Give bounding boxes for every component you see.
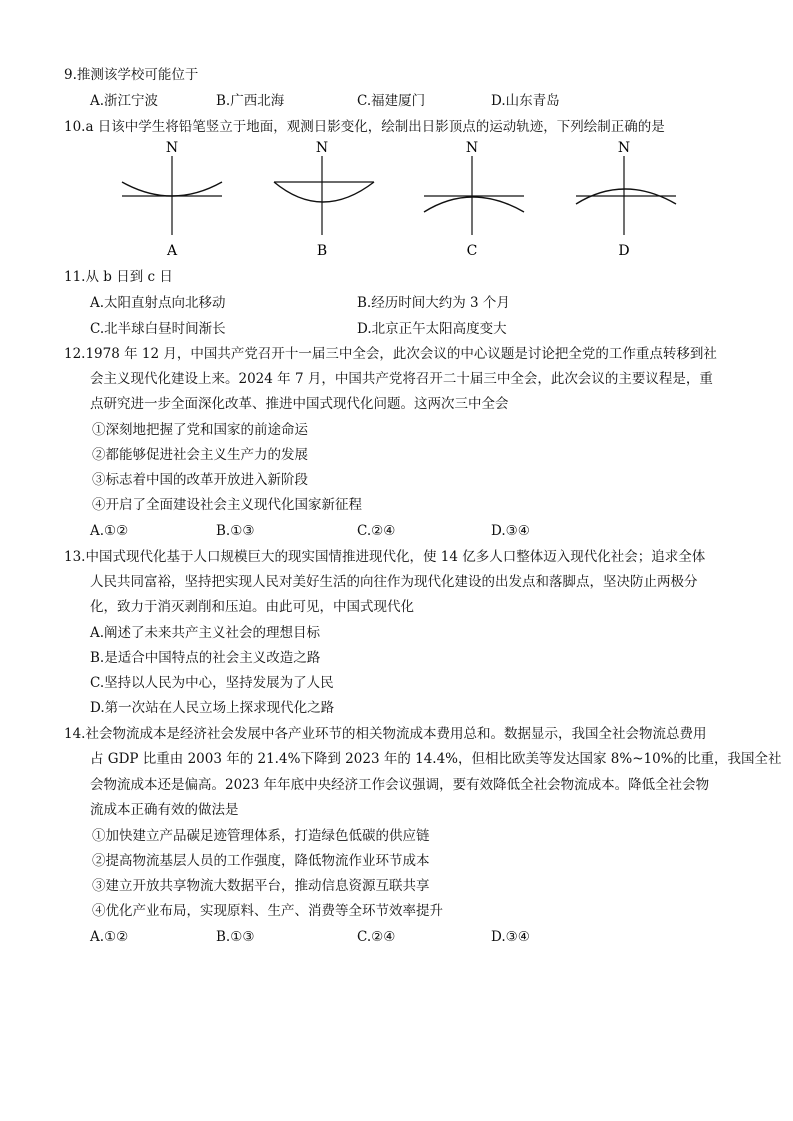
q13-stem-line-1: 13.中国式现代化基于人口规模巨大的现实国情推进现代化，使 14 亿多人口整体迈入现代化社会；追求全体 <box>64 549 706 565</box>
q12-option-a[interactable]: A.①② <box>90 523 129 539</box>
diagram-d-label: D <box>618 243 630 259</box>
q13-stem-line-2: 人民共同富裕，坚持把实现人民对美好生活的向往作为现代化建设的出发点和落脚点，坚决防止两极分 <box>90 574 698 590</box>
q14-item-4: ④优化产业布局，实现原料、生产、消费等全环节效率提升 <box>92 903 443 919</box>
q13-option-b[interactable]: B.是适合中国特点的社会主义改造之路 <box>90 650 321 666</box>
q10-stem: 10.a 日该中学生将铅笔竖立于地面，观测日影变化，绘制出日影顶点的运动轨迹，下列绘制正确的是 <box>64 119 665 135</box>
diagram-d-north: N <box>617 140 631 156</box>
q11-option-d[interactable]: D.北京正午太阳高度变大 <box>357 321 507 337</box>
q12-stem-line-2: 会主义现代化建设上来。2024 年 7 月，中国共产党将召开二十届三中全会，此次会议的主要议程是，重 <box>90 371 713 387</box>
q13-option-d[interactable]: D.第一次站在人民立场上探求现代化之路 <box>90 700 335 716</box>
diagram-b-north: N <box>315 140 329 156</box>
q14-item-3: ③建立开放共享物流大数据平台，推动信息资源互联共享 <box>92 878 430 894</box>
diagram-b[interactable] <box>270 138 380 264</box>
diagram-c-trajectory <box>424 197 524 212</box>
q14-stem-line-2: 占 GDP 比重由 2003 年的 21.4%下降到 2023 年的 14.4%，但相比欧美等发达国家 8%~10%的比重，我国全社 <box>90 751 782 767</box>
q9-option-b[interactable]: B.广西北海 <box>216 93 285 109</box>
q12-item-3: ③标志着中国的改革开放进入新阶段 <box>92 472 308 488</box>
q14-option-d[interactable]: D.③④ <box>491 929 530 945</box>
q14-stem-line-4: 流成本正确有效的做法是 <box>90 802 239 818</box>
diagram-c[interactable] <box>420 138 530 264</box>
q11-option-c[interactable]: C.北半球白昼时间渐长 <box>90 321 226 337</box>
q14-option-b[interactable]: B.①③ <box>216 929 255 945</box>
q12-item-2: ②都能够促进社会主义生产力的发展 <box>92 447 308 463</box>
q14-stem-line-1: 14.社会物流成本是经济社会发展中各产业环节的相关物流成本费用总和。数据显示，我国全社会物流总费用 <box>64 726 707 742</box>
q12-stem-line-3: 点研究进一步全面深化改革、推进中国式现代化问题。这两次三中全会 <box>90 396 509 412</box>
q14-option-c[interactable]: C.②④ <box>357 929 396 945</box>
q14-item-1: ①加快建立产品碳足迹管理体系，打造绿色低碳的供应链 <box>92 828 430 844</box>
diagram-d[interactable] <box>572 138 682 264</box>
diagram-c-north: N <box>465 140 479 156</box>
q13-stem-line-3: 化，致力于消灭剥削和压迫。由此可见，中国式现代化 <box>90 599 414 615</box>
diagram-a[interactable] <box>118 138 228 264</box>
diagram-a-north: N <box>165 140 179 156</box>
q12-option-d[interactable]: D.③④ <box>491 523 530 539</box>
diagram-a-label: A <box>166 243 178 259</box>
q13-option-c[interactable]: C.坚持以人民为中心，坚持发展为了人民 <box>90 675 334 691</box>
q9-option-c[interactable]: C.福建厦门 <box>357 93 426 109</box>
q14-stem-line-3: 会物流成本还是偏高。2023 年年底中央经济工作会议强调，要有效降低全社会物流成本。降低全社会物 <box>90 777 710 793</box>
diagram-b-trajectory <box>274 182 374 202</box>
q12-item-4: ④开启了全面建设社会主义现代化国家新征程 <box>92 497 362 513</box>
q11-option-b[interactable]: B.经历时间大约为 3 个月 <box>357 295 510 311</box>
q9-option-d[interactable]: D.山东青岛 <box>491 93 560 109</box>
q11-option-a[interactable]: A.太阳直射点向北移动 <box>90 295 226 311</box>
q13-option-a[interactable]: A.阐述了未来共产主义社会的理想目标 <box>90 625 321 641</box>
q11-stem: 11.从 b 日到 c 日 <box>64 269 173 285</box>
q12-option-c[interactable]: C.②④ <box>357 523 396 539</box>
q12-option-b[interactable]: B.①③ <box>216 523 255 539</box>
diagram-b-label: B <box>316 243 328 259</box>
q14-option-a[interactable]: A.①② <box>90 929 129 945</box>
q12-stem-line-1: 12.1978 年 12 月，中国共产党召开十一届三中全会，此次会议的中心议题是讨论把全党的工作重点转移到社 <box>64 346 717 362</box>
q9-option-a[interactable]: A.浙江宁波 <box>90 93 159 109</box>
q14-item-2: ②提高物流基层人员的工作强度，降低物流作业环节成本 <box>92 853 430 869</box>
diagram-c-label: C <box>466 243 478 259</box>
q9-stem: 9.推测该学校可能位于 <box>64 67 199 83</box>
q12-item-1: ①深刻地把握了党和国家的前途命运 <box>92 422 308 438</box>
